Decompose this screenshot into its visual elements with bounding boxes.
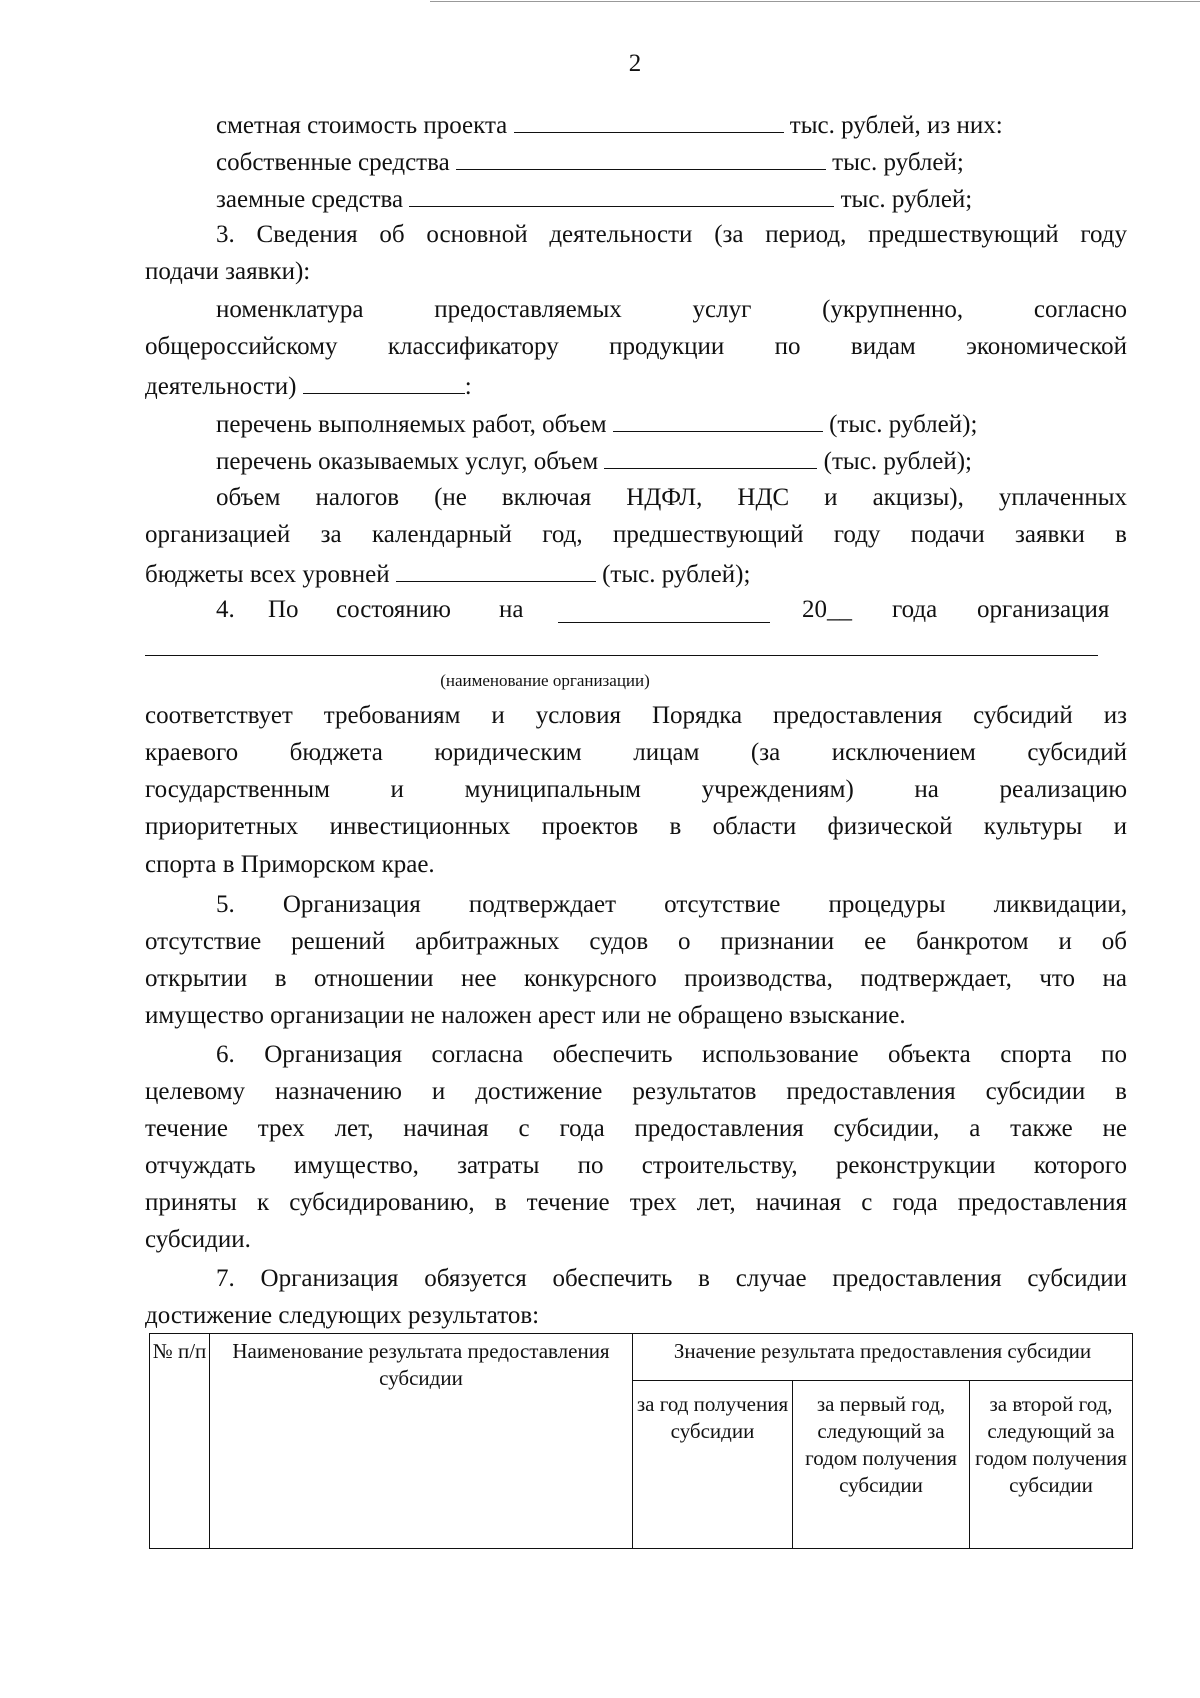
p4-line4: приоритетных инвестиционных проектов в области физической культуры и [145, 813, 1127, 840]
services-label: перечень оказываемых услуг, объем [216, 448, 599, 475]
col-year0-header: за год получения субсидии [633, 1381, 793, 1549]
services-line [216, 444, 972, 477]
p6-line3: течение трех лет, начиная с года предоставления субсидии, а также не [145, 1115, 1127, 1142]
p6-line1: 6. Организация согласна обеспечить использование объекта спорта по [216, 1041, 1127, 1068]
s4-num: 4. [216, 596, 235, 623]
top-rule [430, 1, 1200, 2]
taxes-line3 [145, 557, 750, 590]
s4-year: 20__ [802, 596, 852, 623]
loan-funds-line [216, 182, 972, 215]
nomenclature-line3 [145, 369, 472, 402]
loan-funds-label: заемные средства [216, 186, 404, 213]
nomenclature-colon: : [464, 373, 472, 400]
cost-line [216, 108, 1003, 141]
p7-line2: достижение следующих результатов: [145, 1302, 540, 1329]
section3-line1: 3. Сведения об основной деятельности (за период, предшествующий году [216, 221, 1127, 248]
s4-date-blank [558, 598, 770, 623]
works-blank [613, 407, 823, 432]
col-group-header: Значение результата предоставления субсидии [633, 1334, 1133, 1381]
own-funds-blank [456, 145, 826, 170]
p4-line3: государственным и муниципальным учреждениям) на реализацию [145, 776, 1127, 803]
p6-line5: приняты к субсидированию, в течение трех лет, начиная с года предоставления [145, 1189, 1127, 1216]
p6-line6: субсидии. [145, 1226, 251, 1253]
col-year1-header: за первый год, следующий за годом получения субсидии [793, 1381, 970, 1549]
nomenclature-line2: общероссийскому классификатору продукции по видам экономической [145, 333, 1127, 360]
cost-label: сметная стоимость проекта [216, 112, 508, 139]
s4-word-sostoyaniyu: состоянию [336, 596, 451, 623]
services-unit: (тыс. рублей); [823, 448, 972, 475]
org-name-blank [145, 655, 1098, 656]
services-blank [604, 444, 817, 469]
own-funds-unit: тыс. рублей; [832, 149, 964, 176]
results-table [149, 1333, 1133, 1549]
s4-word-po: По [268, 596, 299, 623]
p7-line1: 7. Организация обязуется обеспечить в случае предоставления субсидии [216, 1265, 1127, 1292]
nomenclature-blank [303, 369, 465, 394]
p5-line1: 5. Организация подтверждает отсутствие процедуры ликвидации, [216, 891, 1127, 918]
p4-line1: соответствует требованиям и условия Порядка предоставления субсидий из [145, 702, 1127, 729]
works-unit: (тыс. рублей); [829, 411, 978, 438]
col-number-header: № п/п [150, 1334, 210, 1549]
p4-line2: краевого бюджета юридическим лицам (за исключением субсидий [145, 739, 1127, 766]
taxes-line1: объем налогов (не включая НДФЛ, НДС и акцизы), уплаченных [216, 484, 1127, 511]
p5-line3: открытии в отношении нее конкурсного производства, подтверждает, что на [145, 965, 1127, 992]
p4-line5: спорта в Приморском крае. [145, 851, 435, 878]
own-funds-label: собственные средства [216, 149, 450, 176]
p6-line4: отчуждать имущество, затраты по строительству, реконструкции которого [145, 1152, 1127, 1179]
taxes-line2: организацией за календарный год, предшествующий году подачи заявки в [145, 521, 1127, 548]
s4-word-organizaciya: организация [977, 596, 1110, 623]
works-label: перечень выполняемых работ, объем [216, 411, 607, 438]
taxes-unit: (тыс. рублей); [602, 561, 751, 588]
s4-word-goda: года [892, 596, 938, 623]
table-header-row [150, 1334, 1133, 1381]
taxes-blank [396, 557, 596, 582]
p6-line2: целевому назначению и достижение результатов предоставления субсидии в [145, 1078, 1127, 1105]
p5-line4: имущество организации не наложен арест или не обращено взыскание. [145, 1002, 906, 1029]
cost-unit: тыс. рублей, из них: [789, 112, 1003, 139]
page-number: 2 [628, 50, 642, 77]
section3-line2: подачи заявки): [145, 258, 311, 285]
col-name-header: Наименование результата предоставления субсидии [210, 1334, 633, 1549]
loan-funds-unit: тыс. рублей; [840, 186, 973, 213]
col-year2-header: за второй год, следующий за годом получения субсидии [970, 1381, 1133, 1549]
cost-blank [514, 108, 784, 133]
works-line [216, 407, 977, 440]
taxes-label: бюджеты всех уровней [145, 561, 390, 588]
p5-line2: отсутствие решений арбитражных судов о признании ее банкротом и об [145, 928, 1127, 955]
nomenclature-label: деятельности) [145, 373, 297, 400]
own-funds-line [216, 145, 964, 178]
nomenclature-line1: номенклатура предоставляемых услуг (укрупненно, согласно [216, 296, 1127, 323]
s4-word-na: на [499, 596, 524, 623]
loan-funds-blank [409, 182, 834, 207]
org-name-caption: (наименование организации) [440, 671, 650, 690]
